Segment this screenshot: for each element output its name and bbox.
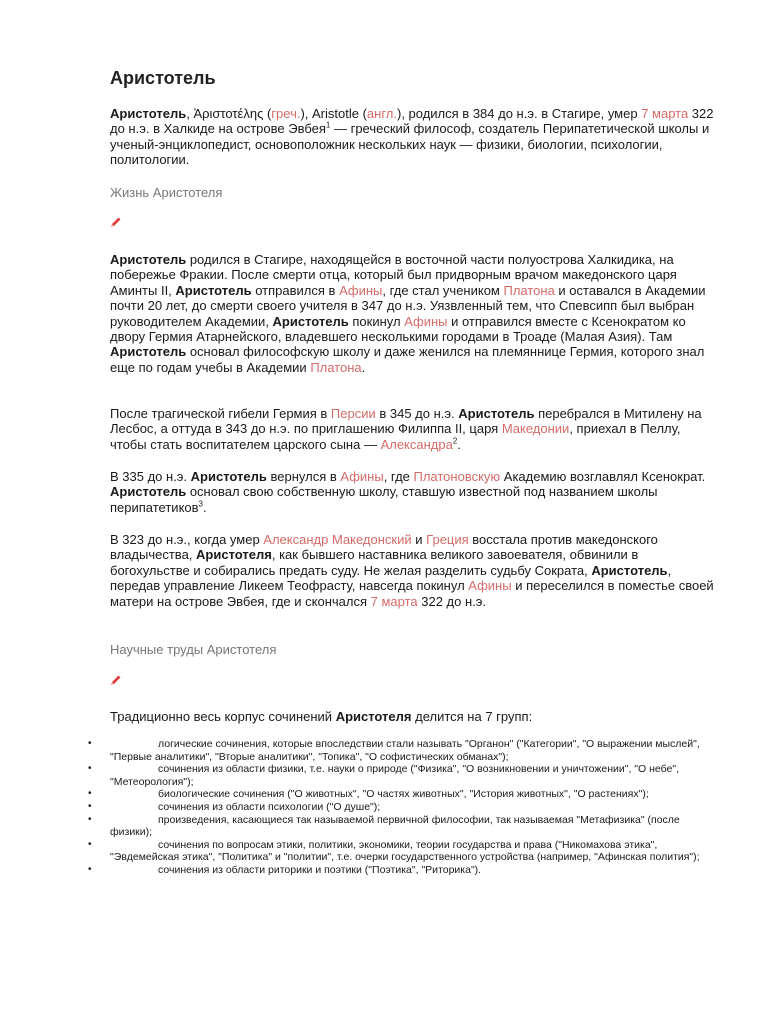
pencil-icon[interactable] bbox=[110, 216, 122, 228]
footnote-3[interactable]: 3 bbox=[198, 499, 203, 509]
text: в 345 до н.э. bbox=[375, 406, 459, 421]
text: ), родился в 384 до н.э. в Стагире, умер bbox=[396, 106, 642, 121]
list-item bbox=[88, 814, 714, 839]
list-item-text: биологические сочинения ("О животных", "О частях животных", "История животных", "О растениях"); bbox=[158, 788, 649, 801]
text: и переселился в поместье своей матери на острове Эвбея, где и скончался bbox=[110, 578, 714, 609]
text: . bbox=[457, 436, 461, 452]
bullet: • bbox=[88, 863, 92, 875]
link-alexander-macedon[interactable]: Александр Македонский bbox=[263, 532, 412, 547]
list-item bbox=[88, 763, 714, 788]
name-bold: Аристотель bbox=[190, 469, 267, 484]
text: В 323 до н.э., когда умер bbox=[110, 532, 264, 547]
text: Традиционно весь корпус сочинений bbox=[110, 709, 336, 724]
link-macedonia[interactable]: Македонии bbox=[501, 421, 570, 437]
text: Академию возглавлял Ксенократ. bbox=[500, 469, 706, 484]
list-item-text: сочинения из области риторики и поэтики ("Поэтика", "Риторика"). bbox=[158, 863, 482, 876]
list-item-text: сочинения по вопросам этики, политики, экономики, теории государства и права ("Никомахова этика", "Эвдемейская этика", "Политика" и "политии", т.е. очерки государственного устройства (например, "Афинская полития"); bbox=[110, 838, 700, 864]
text: основал философскую школу и даже женился на племяннице Гермия, которого знал еще по годам учебы в Академии bbox=[110, 344, 705, 375]
text: делится на 7 групп: bbox=[411, 709, 533, 724]
life-paragraph-1 bbox=[110, 252, 714, 375]
link-athens[interactable]: Афины bbox=[404, 313, 448, 329]
list-item bbox=[88, 788, 714, 801]
link-plato[interactable]: Платона bbox=[503, 282, 555, 298]
works-intro bbox=[110, 709, 714, 724]
text: , Ἀριστοτέλης ( bbox=[186, 106, 272, 121]
text: отправился в bbox=[251, 282, 340, 298]
footnote-1[interactable]: 1 bbox=[325, 121, 331, 131]
link-plato[interactable]: Платона bbox=[310, 359, 362, 375]
text: и отправился вместе с Ксенократом ко двору Гермия Атарнейского, владевшего несколькими городами в Троаде (Малая Азия). Там bbox=[110, 313, 686, 345]
name-bold: Аристотель bbox=[272, 313, 349, 329]
works-list bbox=[88, 738, 714, 877]
name-bold: Аристотель bbox=[110, 252, 187, 267]
pencil-icon[interactable] bbox=[110, 674, 122, 686]
link-platonic[interactable]: Платоновскую bbox=[413, 469, 501, 484]
name-bold: Аристотеля bbox=[196, 547, 272, 563]
life-paragraph-2 bbox=[110, 406, 714, 452]
link-greek[interactable]: греч. bbox=[271, 106, 301, 121]
text: , как бывшего наставника великого завоевателя, обвинили в богохульстве и собирались предать суду. Не желая разделить судьбу Сократа, bbox=[110, 547, 639, 578]
intro-paragraph bbox=[110, 106, 714, 168]
bullet: • bbox=[88, 838, 92, 850]
name-bold: Аристотель bbox=[175, 282, 252, 298]
text: В 335 до н.э. bbox=[110, 469, 191, 484]
text: 322 до н.э. в Халкиде на острове Эвбея bbox=[110, 106, 714, 137]
text: покинул bbox=[348, 313, 405, 329]
text: , приехал в Пеллу, чтобы стать воспитателем царского сына — bbox=[110, 421, 681, 452]
name-bold: Аристотель bbox=[591, 562, 668, 578]
footnote-2[interactable]: 2 bbox=[452, 436, 458, 446]
link-english[interactable]: англ. bbox=[366, 106, 397, 121]
page-title: Аристотель bbox=[110, 68, 216, 88]
list-item bbox=[88, 738, 714, 763]
list-item-text: сочинения из области физики, т.е. науки о природе ("Физика", "О возникновении и уничтожении", "О небе", "Метеорология"); bbox=[110, 763, 680, 788]
text: основал свою собственную школу, ставшую известной под названием школы перипатетиков bbox=[110, 484, 658, 515]
text: родился в Стагире, находящейся в восточной части полуострова Халкидика, на побережье Фракии. После смерти отца, который был придворным врачом македонского царя Аминты II, bbox=[110, 252, 677, 298]
link-athens[interactable]: Афины bbox=[339, 282, 383, 298]
list-item bbox=[88, 839, 714, 864]
name-bold: Аристотель bbox=[110, 344, 187, 360]
link-alexander[interactable]: Александра bbox=[380, 436, 453, 452]
text: . bbox=[203, 499, 207, 515]
section-title-life: Жизнь Аристотеля bbox=[110, 185, 223, 200]
name-bold: Аристотель bbox=[110, 106, 187, 121]
link-greece[interactable]: Греция bbox=[426, 532, 469, 547]
life-paragraph-3 bbox=[110, 469, 714, 515]
link-persia[interactable]: Персии bbox=[330, 406, 376, 421]
name-bold: Аристотель bbox=[110, 484, 187, 500]
section-title-works: Научные труды Аристотеля bbox=[110, 642, 277, 657]
bullet: • bbox=[88, 738, 92, 749]
bullet: • bbox=[88, 813, 92, 825]
name-bold: Аристотеля bbox=[335, 709, 412, 724]
text: ), Aristotle ( bbox=[300, 106, 367, 121]
life-paragraph-4 bbox=[110, 532, 714, 609]
text: — греческий философ, создатель Перипатетической школы и ученый-энциклопедист, основоположник нескольких наук — физики, биологии, психологии, политологии. bbox=[110, 121, 710, 168]
list-item-text: сочинения из области психологии ("О душе"); bbox=[158, 800, 381, 813]
bullet: • bbox=[88, 763, 92, 775]
text: и оставался в Академии почти 20 лет, до смерти своего учителя в 347 до н.э. Уязвленный тем, что Спевсипп был выбран руководителем Академии, bbox=[110, 282, 706, 329]
list-item bbox=[88, 801, 714, 814]
bullet: • bbox=[88, 788, 92, 800]
text: перебрался в Митилену на Лесбос, а оттуда в 343 до н.э. по приглашению Филиппа II, царя bbox=[110, 406, 702, 437]
list-item-text: произведения, касающиеся так называемой первичной философии, так называемая "Метафизика" (после физики); bbox=[110, 813, 680, 839]
text: 322 до н.э. bbox=[417, 593, 487, 609]
text: и bbox=[411, 532, 427, 547]
bullet: • bbox=[88, 800, 92, 812]
link-date[interactable]: 7 марта bbox=[370, 593, 418, 609]
text: После трагической гибели Гермия в bbox=[110, 406, 331, 421]
link-date[interactable]: 7 марта bbox=[641, 106, 689, 121]
text: . bbox=[361, 359, 366, 375]
list-item-text: логические сочинения, которые впоследствии стали называть "Органон" ("Категории", "О выражении мыслей", "Первые аналитики", "Вторые аналитики", "Топика", "О софистических обманах"); bbox=[110, 738, 700, 763]
link-athens[interactable]: Афины bbox=[468, 578, 512, 594]
link-athens[interactable]: Афины bbox=[340, 469, 384, 484]
text: вернулся в bbox=[266, 469, 341, 484]
text: , где bbox=[383, 469, 414, 484]
text: , передав управление Ликеем Теофрасту, навсегда покинул bbox=[110, 562, 672, 594]
list-item bbox=[88, 864, 714, 877]
text: восстала против македонского владычества, bbox=[110, 532, 658, 563]
text: , где стал учеником bbox=[382, 282, 504, 298]
name-bold: Аристотель bbox=[458, 406, 535, 421]
